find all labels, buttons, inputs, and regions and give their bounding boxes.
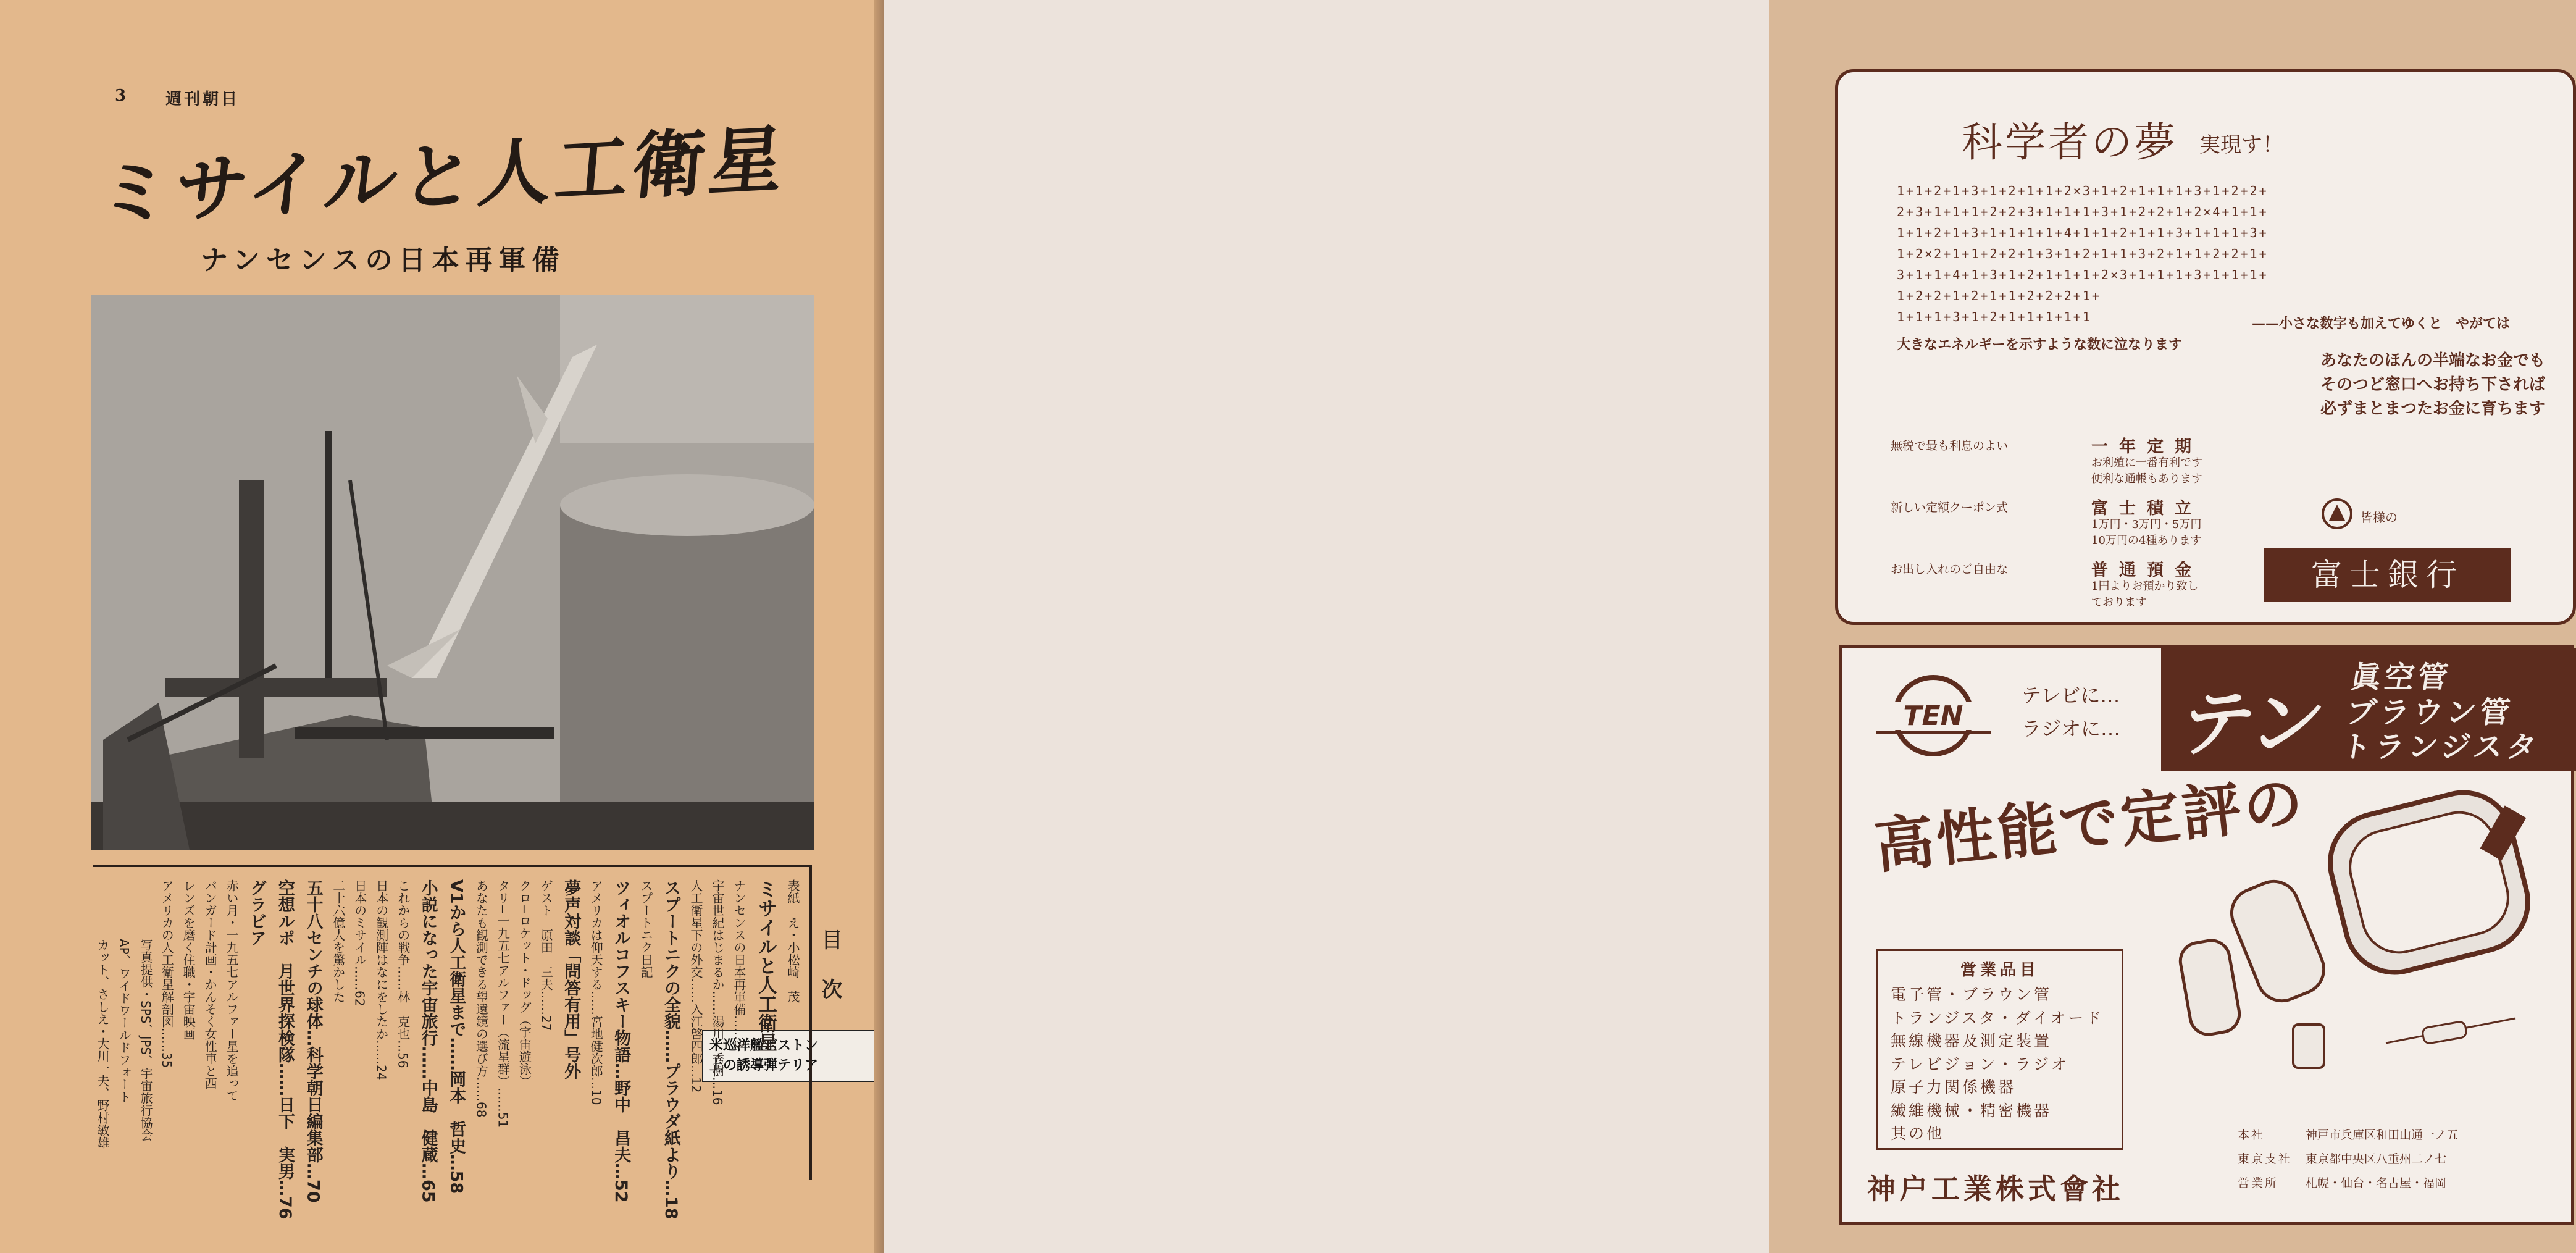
plan-name: 普通預金: [2091, 561, 2202, 580]
toc-cover-credit: 表紙 え・小松崎 茂: [785, 879, 800, 1003]
ten-banner-item: トランジスタ: [2339, 730, 2543, 765]
products-title: 営業品目: [1960, 961, 2039, 979]
ten-banner-item: ブラウン管: [2344, 695, 2515, 730]
bank-message-line: そのつど窓口へお持ち下されば: [2320, 375, 2545, 394]
toc-entry: バンガード計画・かんそく女性車と西: [203, 879, 218, 1089]
ten-tagline-tv: テレビに…: [2022, 684, 2120, 707]
ten-logo-icon: [1870, 669, 1997, 762]
bank-greeting: 皆様の: [2361, 510, 2398, 525]
bank-ad-tagline: ——小さな数字も加えてゆくと やがては: [2252, 316, 2511, 332]
bank-name: 富士銀行: [2264, 548, 2511, 602]
plan-description-line: 1円よりお預かり致し: [2091, 580, 2199, 593]
running-head: [115, 86, 240, 109]
ten-tagline-radio: ラジオに…: [2022, 717, 2121, 741]
bank-ad-headline: 科学者の夢: [1962, 119, 2178, 166]
plan-description: [2091, 455, 2202, 487]
right-page: [884, 0, 2545, 1253]
toc-entry: あなたも観測できる望遠鏡の選び方……68: [474, 879, 489, 1118]
toc-entry: ミサイルと人工衛星: [755, 879, 777, 1052]
bank-ad-message: [2255, 349, 2545, 421]
toc-entry: V1から人工衛星まで……岡本 哲史…58: [446, 879, 466, 1194]
magazine-name: 週刊朝日: [165, 90, 240, 109]
article-title: ミサイルと人工衛星: [94, 116, 790, 237]
number-row: 1+1+1+3+1+2+1+1+1+1+1: [1897, 309, 2092, 324]
number-row: 1+1+2+1+3+1+1+1+1+4+1+1+2+1+1+3+1+1+1+3+: [1897, 225, 2269, 240]
toc-entry: 二十六億人を驚かした: [330, 879, 346, 1003]
ten-product-banner: [2339, 660, 2552, 765]
plan-note: 新しい定額クーポン式: [1890, 501, 2008, 514]
plan-description-line: ております: [2091, 596, 2147, 610]
toc-entry: ツィオルコフスキー物語…野中 昌夫…52: [611, 879, 631, 1203]
toc-entry: クロ−ロケット・ドッグ（宇宙遊泳）: [517, 879, 532, 1087]
toc-entry: これからの戦争……林 克也…56: [395, 879, 411, 1068]
left-page: [0, 0, 884, 1253]
product-item: 其の他: [1891, 1125, 1945, 1142]
address-label: 本社: [2238, 1128, 2265, 1142]
photo-caption-line: 上の誘導弾テリア: [709, 1057, 819, 1073]
products-list: [1891, 983, 2104, 1146]
ten-slogan: 高性能で定評の: [1871, 766, 2309, 882]
company-name: 神户工業株式會社: [1867, 1172, 2124, 1205]
fuji-bank-logo-icon: [2322, 498, 2352, 529]
bank-message-line: あなたのほんの半端なお金でも: [2320, 351, 2545, 370]
toc-entry: ナンセンスの日本再軍備……3: [731, 879, 746, 1048]
plan-description-line: お利殖に一番有利です: [2091, 456, 2202, 469]
address-line: [2238, 1171, 2458, 1196]
plan-description: [2091, 517, 2201, 549]
company-addresses: [2238, 1123, 2458, 1196]
plan-description-line: 便利な通帳もあります: [2091, 472, 2202, 486]
vacuum-tubes-illustration: [2170, 790, 2571, 1136]
number-row: 2+3+1+1+1+2+2+3+1+1+1+3+1+2+2+1+2×4+1+1+: [1897, 204, 2269, 219]
address-line: [2238, 1123, 2458, 1147]
toc-entry: レンズを磨く住職・宇宙映画: [181, 879, 196, 1040]
savings-plan: [1890, 554, 2202, 616]
savings-plan: [1890, 492, 2202, 554]
toc-entry: タリ−一九五七アルファー（流星群）……51: [495, 879, 511, 1128]
toc-heading: 目次: [818, 929, 842, 1028]
toc-entry: 小説になった宇宙旅行……中島 健蔵…65: [418, 879, 438, 1203]
toc-entry: 日本の観測陣はなにをしたか……24: [374, 879, 389, 1081]
photo-credit-line: カット、さしえ・大川一夫、野村敏雄: [95, 939, 110, 1149]
plan-name: 富士積立: [2091, 499, 2202, 518]
number-row: 1+2×2+1+1+2+2+1+3+1+2+1+1+3+2+1+1+2+2+1+: [1897, 246, 2269, 261]
address-value: 札幌・仙台・名古屋・福岡: [2306, 1176, 2447, 1190]
toc-entry: 宇宙世紀はじまるか……湯川 秀樹…16: [709, 879, 725, 1105]
ten-tagline: [2022, 679, 2120, 746]
bank-ad-tagline-b: 大きなエネルギーを示すような数に泣なります: [1897, 337, 2183, 353]
product-item: 繊維機械・精密機器: [1891, 1101, 2052, 1120]
plan-description-line: 1万円・3万円・5万円: [2091, 518, 2202, 531]
number-row: 1+1+2+1+3+1+2+1+1+2×3+1+2+1+1+1+3+1+2+2+: [1897, 183, 2269, 198]
ten-logo-text: TEN: [1903, 700, 1963, 732]
product-item: 電子管・ブラウン管: [1891, 986, 2052, 1004]
toc-entry: アメリカは仰天する……宮地健次郎…10: [588, 879, 604, 1105]
photo-credits: [93, 939, 155, 1186]
plan-name: 一年定期: [2091, 437, 2202, 456]
table-of-contents: [93, 865, 842, 1220]
address-line: [2238, 1147, 2458, 1171]
toc-entry: アメリカの人工衛星解剖図……35: [159, 879, 175, 1068]
number-row: 3+1+1+4+1+3+1+2+1+1+1+2×3+1+1+1+3+1+1+1+: [1897, 267, 2269, 282]
number-sequence: [1897, 180, 2269, 327]
number-row: 1+2+2+1+2+1+1+2+2+2+1+: [1897, 288, 2101, 303]
missile-ship-illustration: [91, 295, 814, 850]
bank-advertisement: [1835, 69, 2576, 625]
toc-entry: スプートニクの全貌……プラウダ紙より…18: [661, 879, 680, 1220]
article-subtitle: ナンセンスの日本再軍備: [201, 245, 566, 276]
photo-credit-line: 写真提供・SPS、JPS、宇宙旅行協会: [138, 939, 153, 1142]
plan-description-line: 10万円の4種あります: [2091, 534, 2202, 548]
toc-entry: 空想ルポ 月世界探検隊……日下 実男…76: [275, 879, 295, 1220]
savings-plans: [1890, 430, 2202, 616]
photo-credit-line: AP、ワイドワールドフォート: [117, 939, 132, 1103]
toc-entry: グラビア: [247, 879, 267, 946]
ten-banner: [2161, 648, 2576, 771]
toc-entry: 人工衛星下の外交……入江啓四郎…12: [688, 879, 703, 1093]
address-value: 神戸市兵庫区和田山通一ノ五: [2306, 1128, 2459, 1142]
address-label: 東京支社: [2238, 1152, 2293, 1166]
product-item: 原子力関係機器: [1891, 1078, 2017, 1096]
product-item: トランジスタ・ダイオード: [1891, 1008, 2104, 1027]
toc-entry: 日本のミサイル……62: [352, 879, 367, 1007]
toc-entry: スプートニク日記: [638, 879, 654, 978]
photo-caption-line: 米巡洋艦ボストン: [709, 1038, 819, 1054]
bank-ad-headline-sub: 実現す！: [2199, 133, 2283, 157]
ten-banner-item: 眞空管: [2349, 660, 2454, 695]
plan-note: お出し入れのご自由な: [1890, 563, 2008, 576]
ten-tube-advertisement: [1839, 645, 2574, 1225]
toc-entry: 五十八センチの球体…科学朝日編集部…70: [303, 879, 323, 1203]
savings-plan: [1890, 430, 2202, 492]
toc-columns: [157, 879, 802, 1220]
ten-brand: テン: [2174, 681, 2331, 766]
page-number: 3: [115, 86, 129, 105]
plan-description: [2091, 579, 2198, 611]
address-value: 東京都中央区八重州二ノ七: [2306, 1152, 2447, 1166]
products-box: [1876, 949, 2123, 1150]
product-item: 無線機器及測定装置: [1891, 1032, 2052, 1050]
address-label: 営業所: [2238, 1176, 2279, 1190]
plan-note: 無税で最も利息のよい: [1890, 439, 2008, 453]
toc-entry: ゲスト 原田 三夫……27: [538, 879, 554, 1031]
product-item: テレビジョン・ラジオ: [1891, 1055, 2070, 1073]
bank-message-line: 必ずまとまつたお金に育ちます: [2320, 400, 2545, 418]
toc-entry: 赤い月・一九五七アルファー星を追って: [224, 879, 240, 1102]
toc-entry: 夢声対談「問答有用」号外: [561, 879, 581, 1079]
